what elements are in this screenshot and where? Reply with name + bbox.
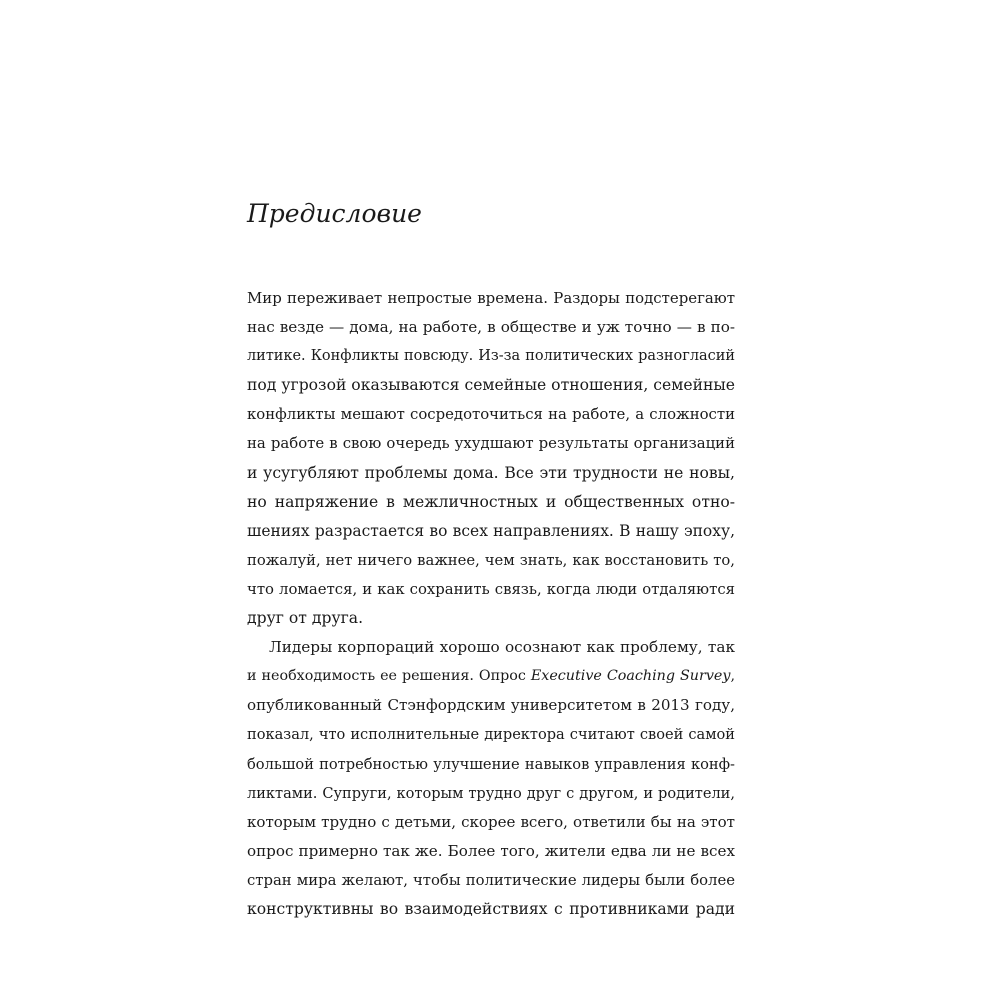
text-line: конфликты мешают сосредоточиться на работе, а сложности <box>247 405 735 424</box>
text-line: конструктивны во взаимодействиях с противниками ради <box>247 899 735 918</box>
text-line: большой потребностью улучшение навыков управления конф- <box>247 755 735 773</box>
text-line-with-italic <box>247 662 735 691</box>
text-line: друг от друга. <box>247 609 364 628</box>
text-line: нас везде — дома, на работе, в обществе и уж точно — в по- <box>247 318 735 337</box>
body-text <box>247 284 735 924</box>
chapter-title: Предисловие <box>247 199 422 228</box>
book-page <box>247 0 735 1000</box>
text-line: под угрозой оказываются семейные отношения, семейные <box>247 376 735 395</box>
text-segment: и необходимость ее решения. Опрос <box>247 668 531 685</box>
text-line: и усугубляют проблемы дома. Все эти трудности не новы, <box>247 463 735 482</box>
text-line: опрос примерно так же. Более того, жители едва ли не всех <box>247 841 735 860</box>
text-line: пожалуй, нет ничего важнее, чем знать, как восстановить то, <box>247 551 735 569</box>
text-line: но напряжение в межличностных и общественных отно- <box>247 492 735 511</box>
text-line: опубликованный Стэнфордским университетом в 2013 году, <box>247 696 735 715</box>
text-segment: , <box>730 668 735 685</box>
text-line: на работе в свою очередь ухудшают результаты организаций <box>247 434 735 453</box>
text-line: ликтами. Супруги, которым трудно друг с другом, и родители, <box>247 784 735 802</box>
text-line: литике. Конфликты повсюду. Из-за политических разногласий <box>247 348 735 365</box>
text-line: Лидеры корпораций хорошо осознают как проблему, так <box>269 638 735 657</box>
text-line: которым трудно с детьми, скорее всего, ответили бы на этот <box>247 812 735 831</box>
text-line: шениях разрастается во всех направлениях. В нашу эпоху, <box>247 521 735 540</box>
italic-term: Executive Coaching Survey <box>530 668 731 685</box>
text-line: Мир переживает непростые времена. Раздоры подстерегают <box>247 289 735 307</box>
text-line: стран мира желают, чтобы политические лидеры были более <box>247 871 735 889</box>
text-line: что ломается, и как сохранить связь, когда люди отдаляются <box>247 579 735 598</box>
text-line: показал, что исполнительные директора считают своей самой <box>247 726 735 744</box>
